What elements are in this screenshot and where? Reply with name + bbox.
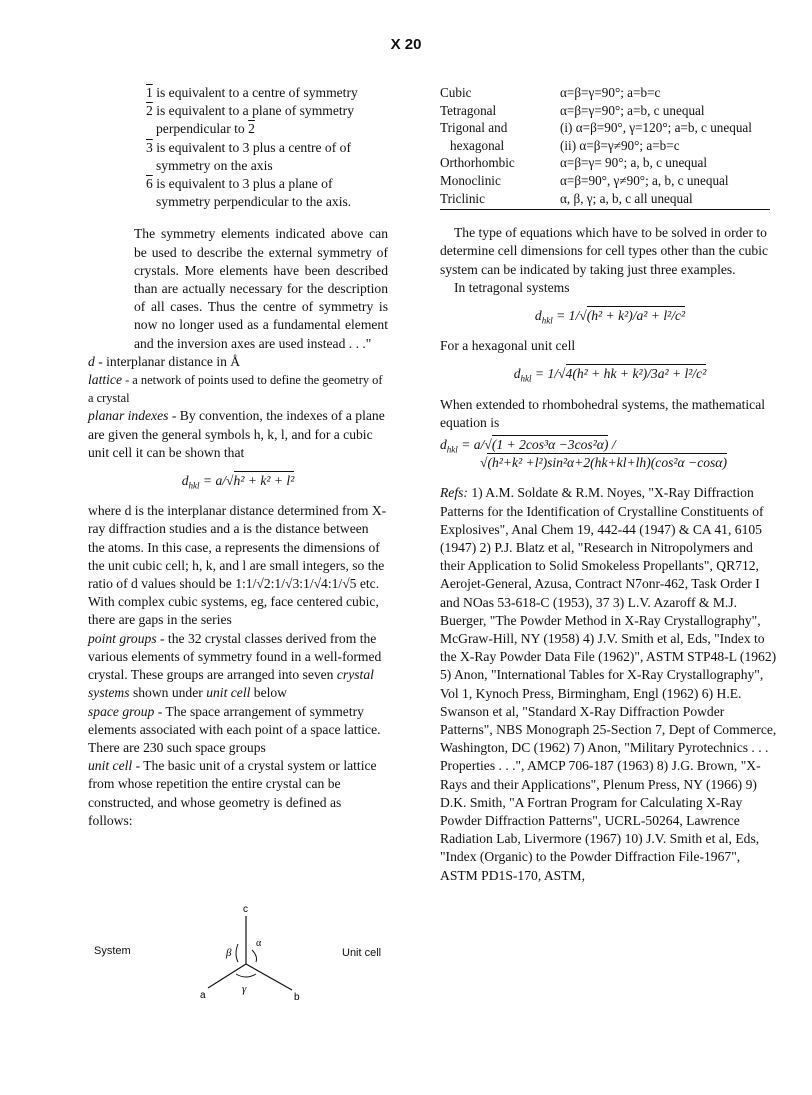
tetragonal-intro: In tetragonal systems bbox=[454, 279, 570, 295]
right-column bbox=[440, 84, 780, 885]
cubic-formula: $d_{hkl} = a/√h^2 + k^2 + l^2$ bbox=[181, 473, 295, 491]
axis-c-label: c bbox=[243, 904, 248, 915]
hexagonal-formula: $d_{hkl} = 1/√4(h^2$ + hk + k²)/3a² + l²/c² bbox=[513, 366, 707, 385]
left-column bbox=[88, 84, 388, 830]
symmetry-item: 6 is equivalent to 3 plus a plane of symmetry perpendicular to the axis. bbox=[146, 176, 352, 210]
table-row: Cubic α=β=γ=90°; a=b=c bbox=[440, 85, 661, 100]
definition-planar-indexes: planar indexes - By convention, the indexes of a plane are given the general symbols h, k, l, and for a cubic unit cell it can be shown that bbox=[88, 408, 385, 460]
angle-beta-label: β bbox=[226, 947, 232, 959]
unit-cell-diagram bbox=[88, 900, 408, 1010]
definition-unit-cell: unit cell - The basic unit of a crystal system or lattice from whose repetition the entire crystal can be constructed, and whose geometry is defined as follows: bbox=[88, 758, 377, 828]
rhombohedral-formula: $d_{hkl} = a/√(1 + 2\cos^3\alpha -3\cos^2\alpha)$ / √(h²+k² +l²)sin²α+2(hk+kl+lh)(cos²α −cosα) bbox=[440, 436, 727, 471]
arc-alpha bbox=[252, 950, 257, 962]
table-row: Monoclinic α=β=90°, γ≠90°; a, b, c unequal bbox=[440, 172, 729, 188]
definition-lattice: lattice - a network of points used to define the geometry of a crystal bbox=[88, 372, 383, 406]
angle-gamma-label: γ bbox=[242, 983, 247, 995]
table-row: Triclinic α, β, γ; a, b, c all unequal bbox=[440, 190, 693, 206]
definition-d: d - interplanar distance in Å bbox=[88, 353, 241, 369]
hexagonal-intro: For a hexagonal unit cell bbox=[440, 338, 576, 354]
references: Refs: 1) A.M. Soldate & R.M. Noyes, "X-Ray Diffraction Patterns for the Identification of Crystalline Constituents of Explosives", Anal Chem 19, 442-44 (1947) & CA 41, 6105 (1947) 2) P.J. Blatz et al, "Research in Nitropolymers and their Application to Solid Smokeless Propellants", QR712, Aerojet-General, Azusa, Contract N7onr-462, Task Order I and NOas 53-618-C (1953), 37 3) L.V. Azaroff & M.J. Buerger, "The Powder Method in X-Ray Crystallography", McGraw-Hill, NY (1958) 4) J.V. Smith et al, Eds, "Index to the X-Ray Powder Data File (1962)", ASTM STP48-L (1962) 5) Anon, "International Tables for X-Ray Crystallography", Vol 1, Kynoch Press, Birmingham, Engl (1962) 6) H.E. Swanson et al, "Standard X-Ray Diffraction Powder Patterns", NBS Monograph 25-Section 7, Dept of Commerce, Washington, DC (1962) 7) Anon, "Military Pyrotechnics . . . Properties . . .", AMCP 706-187 (1963) 8) J.G. Brown, "X-Rays and their Applications", Plenum Press, NY (1966) 9) D.K. Smith, "A Fortran Program for Calculating X-Ray Powder Diffraction Patterns", UCRL-50264, Lawrence Radiation Lab, Livermore (1967) 10) J.V. Smith et al, Eds, "Index (Organic) to the Powder Diffraction File-1967", ASTM PD1S-170, ASTM, bbox=[440, 485, 777, 883]
diagram-system-label: System bbox=[94, 945, 131, 957]
symmetry-item: 2 is equivalent to a plane of symmetry perpendicular to 2 bbox=[146, 103, 355, 137]
angle-alpha-label: α bbox=[256, 938, 262, 949]
symmetry-item: 1 is equivalent to a centre of symmetry bbox=[146, 85, 358, 100]
page-number: X 20 bbox=[390, 36, 422, 53]
quote-paragraph: The symmetry elements indicated above can be used to describe the external symmetry of crystals. More elements have been described than are actually necessary for the description of all cases. Thus the centre of symmetry is now no longer used as a fundamental element and the inversion axes are used instead . . ." bbox=[134, 226, 388, 351]
axes-svg bbox=[88, 900, 408, 1010]
symmetry-list bbox=[146, 84, 386, 211]
diagram-unit-cell-label: Unit cell bbox=[342, 947, 382, 959]
axis-a-label: a bbox=[200, 990, 206, 1001]
equations-paragraph: The type of equations which have to be solved in order to determine cell dimensions for cell types other than the cubic system can be indicated by taking just three examples. bbox=[440, 225, 769, 277]
axis-b-label: b bbox=[294, 992, 300, 1003]
axis-b-line bbox=[246, 964, 292, 990]
tetragonal-formula: $d_{hkl} = 1/√(h^2 + k^2)/a^2 + l^2/c^2$ bbox=[534, 307, 686, 326]
table-row: Trigonal and (i) α=β=90°, γ=120°; a=b, c unequal bbox=[440, 120, 752, 136]
rhombohedral-intro: When extended to rhombohedral systems, the mathematical equation is bbox=[440, 396, 766, 430]
definition-point-groups: point groups - the 32 crystal classes derived from the various elements of symmetry found in a well-formed crystal. These groups are arranged into seven crystal systems shown under unit cell below bbox=[88, 630, 382, 701]
where-paragraph: where d is the interplanar distance determined from X-ray diffraction studies and a is the distance between the atoms. In this case, a represents the dimensions of the unit cubic cell; h, k, and l are small integers, so the ratio of d values should be 1:1/√2:1/√3:1/√4:1/√5 etc. With complex cubic systems, eg, face centered cubic, there are gaps in the series bbox=[88, 503, 387, 628]
table-row: Orthorhombic α=β=γ= 90°; a, b, c unequal bbox=[440, 155, 708, 171]
table-row: Tetragonal α=β=γ=90°; a=b, c unequal bbox=[440, 102, 705, 118]
arc-beta bbox=[236, 944, 238, 962]
crystal-systems-table bbox=[440, 84, 770, 207]
symmetry-item: 3 is equivalent to 3 plus a centre of of symmetry on the axis bbox=[146, 139, 351, 173]
arc-gamma bbox=[236, 974, 256, 977]
table-row: hexagonal (ii) α=β=γ≠90°; a=b=c bbox=[450, 137, 680, 153]
definition-space-group: space group - The space arrangement of symmetry elements associated with each point of a space lattice. There are 230 such space groups bbox=[88, 703, 381, 755]
